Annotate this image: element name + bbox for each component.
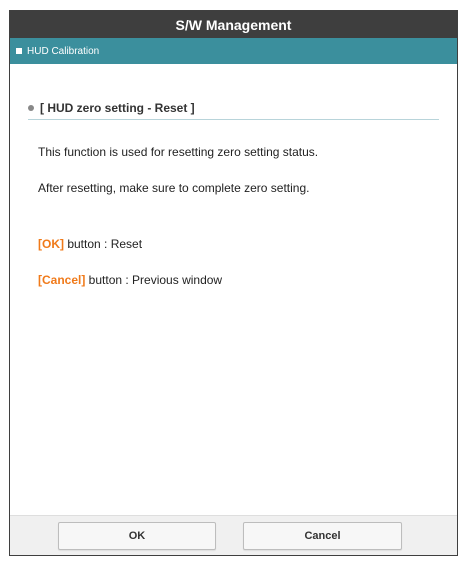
cancel-instruction-text: button : Previous window bbox=[85, 273, 223, 287]
subheader-title: HUD Calibration bbox=[27, 45, 100, 57]
description-line-1: This function is used for resetting zero setting status. bbox=[38, 145, 319, 159]
dialog-window bbox=[9, 10, 458, 556]
window-title: S/W Management bbox=[175, 16, 292, 33]
section-heading bbox=[28, 97, 439, 120]
description-line-2: After resetting, make sure to complete zero setting. bbox=[38, 181, 310, 195]
cancel-button-label: Cancel bbox=[304, 530, 341, 542]
cancel-button[interactable] bbox=[243, 522, 402, 550]
ok-instruction bbox=[38, 237, 142, 251]
ok-button[interactable] bbox=[58, 522, 216, 550]
ok-button-label: OK bbox=[128, 530, 146, 542]
section-heading-text: [ HUD zero setting - Reset ] bbox=[40, 101, 195, 115]
cancel-instruction bbox=[38, 273, 222, 287]
button-bar bbox=[10, 515, 457, 555]
ok-tag: [OK] bbox=[38, 237, 64, 251]
square-bullet-icon bbox=[16, 48, 22, 54]
content-area bbox=[10, 64, 457, 517]
cancel-tag: [Cancel] bbox=[38, 273, 86, 287]
title-bar bbox=[10, 11, 457, 38]
ok-instruction-text: button : Reset bbox=[64, 237, 143, 251]
subheader-bar bbox=[10, 38, 457, 64]
circle-bullet-icon bbox=[28, 105, 34, 111]
